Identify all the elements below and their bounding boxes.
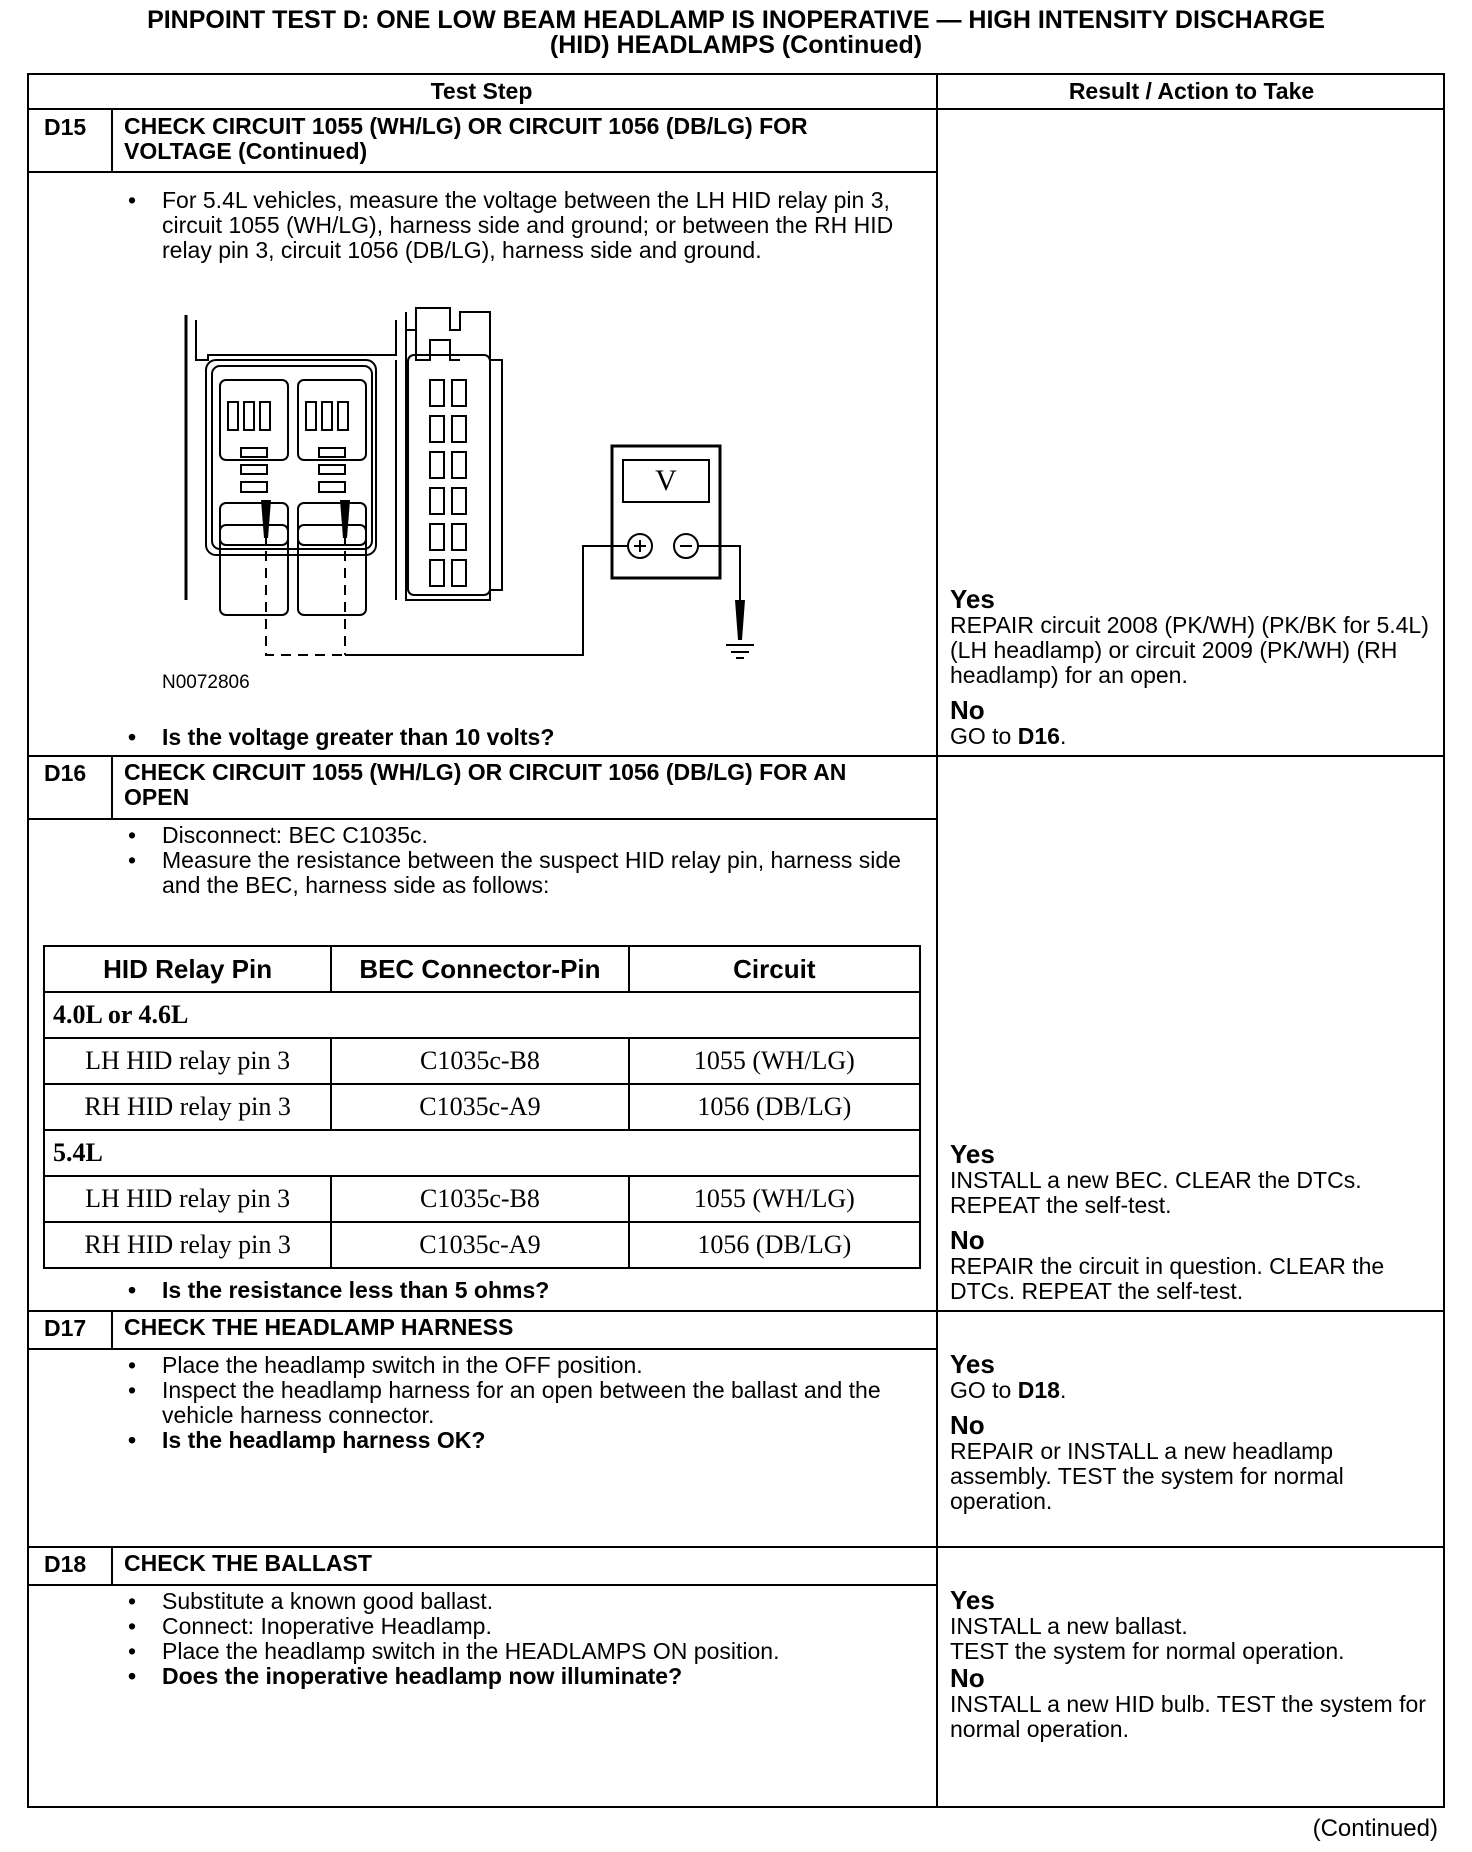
d17-yes-label: Yes [950,1349,995,1379]
d15-bullets [124,188,914,263]
id-divider [111,1546,113,1584]
title-line-2: (HID) HEADLAMPS (Continued) [549,31,923,59]
d18-bullet-3: • Place the headlamp switch in the HEADLAMPS ON position. [124,1639,914,1664]
table-row [44,1222,920,1268]
d15-question: • Is the voltage greater than 10 volts? [124,725,914,750]
table-header-cell: HID Relay Pin [44,946,331,992]
d15-result [950,585,1440,749]
relay-voltage-diagram [160,300,780,700]
row-divider [27,1584,936,1586]
table-cell: 1055 (WH/LG) [629,1176,920,1222]
table-cell: C1035c-A9 [331,1222,628,1268]
d16-yes-text: INSTALL a new BEC. CLEAR the DTCs. REPEAT the self-test. [950,1167,1362,1218]
header-result: Result / Action to Take [1068,78,1315,104]
d17-no-label: No [950,1410,985,1440]
table-row [44,1084,920,1130]
d16-bullet-1: • Disconnect: BEC C1035c. [124,823,914,848]
d15-yes-label: Yes [950,584,995,614]
d16-bullet-2: • Measure the resistance between the suspect HID relay pin, harness side and the BEC, harness side as follows: [124,848,914,898]
d18-question: • Does the inoperative headlamp now illuminate? [124,1664,914,1689]
step-id-d17: D17 [44,1315,87,1341]
table-cell: C1035c-B8 [331,1038,628,1084]
d16-result [950,1140,1445,1304]
d15-no-label: No [950,695,985,725]
d18-yes-text-1: INSTALL a new ballast. [950,1613,1188,1639]
continued-note: (Continued) [1312,1815,1438,1842]
d16-yes-label: Yes [950,1139,995,1169]
row-divider [27,755,1445,757]
d17-bullets [124,1353,914,1453]
table-row [44,1176,920,1222]
row-divider [27,1310,1445,1312]
table-cell: RH HID relay pin 3 [44,1084,331,1130]
step-title-d16: CHECK CIRCUIT 1055 (WH/LG) OR CIRCUIT 1056 (DB/LG) FOR AN OPEN [124,759,847,810]
table-row [44,1038,920,1084]
header-test-step: Test Step [430,78,533,104]
step-id-d15: D15 [44,114,87,140]
table-group-label: 5.4L [44,1130,920,1176]
table-group-row [44,1130,920,1176]
d18-result [950,1586,1440,1742]
step-title-d15: CHECK CIRCUIT 1055 (WH/LG) OR CIRCUIT 1056 (DB/LG) FOR VOLTAGE (Continued) [124,113,808,164]
row-divider [27,1546,1445,1548]
table-header-cell: Circuit [629,946,920,992]
header-divider [27,108,1445,110]
d16-bullets [124,823,914,898]
table-cell: 1056 (DB/LG) [629,1084,920,1130]
d15-no-text: GO to D16. [950,723,1067,749]
d18-bullet-1: • Substitute a known good ballast. [124,1589,914,1614]
step-title-d18: CHECK THE BALLAST [124,1550,372,1576]
d18-no-text: INSTALL a new HID bulb. TEST the system for normal operation. [950,1691,1426,1742]
table-group-label: 4.0L or 4.6L [44,992,920,1038]
title-line-1: PINPOINT TEST D: ONE LOW BEAM HEADLAMP IS INOPERATIVE — HIGH INTENSITY DISCHARGE [147,6,1325,34]
d18-yes-label: Yes [950,1585,995,1615]
id-divider [111,755,113,818]
d15-question-list [124,725,914,750]
row-divider [27,1348,936,1350]
table-cell: 1056 (DB/LG) [629,1222,920,1268]
table-cell: RH HID relay pin 3 [44,1222,331,1268]
d18-bullets [124,1589,914,1689]
d17-question: • Is the headlamp harness OK? [124,1428,914,1453]
d18-no-label: No [950,1663,985,1693]
table-cell: C1035c-A9 [331,1084,628,1130]
d18-bullet-2: • Connect: Inoperative Headlamp. [124,1614,914,1639]
step-id-d18: D18 [44,1551,87,1577]
d16-question-list [124,1278,914,1303]
table-cell: 1055 (WH/LG) [629,1038,920,1084]
d16-no-label: No [950,1225,985,1255]
d17-result [950,1350,1440,1514]
meter-label: V [655,464,677,497]
d15-bullet-1: • For 5.4L vehicles, measure the voltage between the LH HID relay pin 3, circuit 1055 (WH/LG), harness side and ground; or between the RH HID relay pin 3, circuit 1056 (DB/LG), harness side and ground. [124,188,914,263]
table-header-cell: BEC Connector-Pin [331,946,628,992]
d17-bullet-2: • Inspect the headlamp harness for an open between the ballast and the vehicle harness connector. [124,1378,914,1428]
row-divider [27,171,936,173]
table-cell: C1035c-B8 [331,1176,628,1222]
step-id-d16: D16 [44,760,87,786]
row-divider [27,818,936,820]
d17-bullet-1: • Place the headlamp switch in the OFF position. [124,1353,914,1378]
table-cell: LH HID relay pin 3 [44,1038,331,1084]
step-title-d17: CHECK THE HEADLAMP HARNESS [124,1314,514,1340]
table-group-row [44,992,920,1038]
page-title [0,8,1472,58]
id-divider [111,108,113,171]
resistance-table [43,945,921,1269]
d16-question: • Is the resistance less than 5 ohms? [124,1278,914,1303]
id-divider [111,1310,113,1348]
d18-yes-text-2: TEST the system for normal operation. [950,1638,1345,1664]
d17-yes-text: GO to D18. [950,1377,1067,1403]
d16-no-text: REPAIR the circuit in question. CLEAR the DTCs. REPEAT the self-test. [950,1253,1385,1304]
table-cell: LH HID relay pin 3 [44,1176,331,1222]
table-header-row [44,946,920,992]
d17-no-text: REPAIR or INSTALL a new headlamp assembly. TEST the system for normal operation. [950,1438,1344,1514]
figure-id: N0072806 [162,672,250,693]
d15-yes-text: REPAIR circuit 2008 (PK/WH) (PK/BK for 5.4L) (LH headlamp) or circuit 2009 (PK/WH) (RH headlamp) for an open. [950,612,1429,688]
